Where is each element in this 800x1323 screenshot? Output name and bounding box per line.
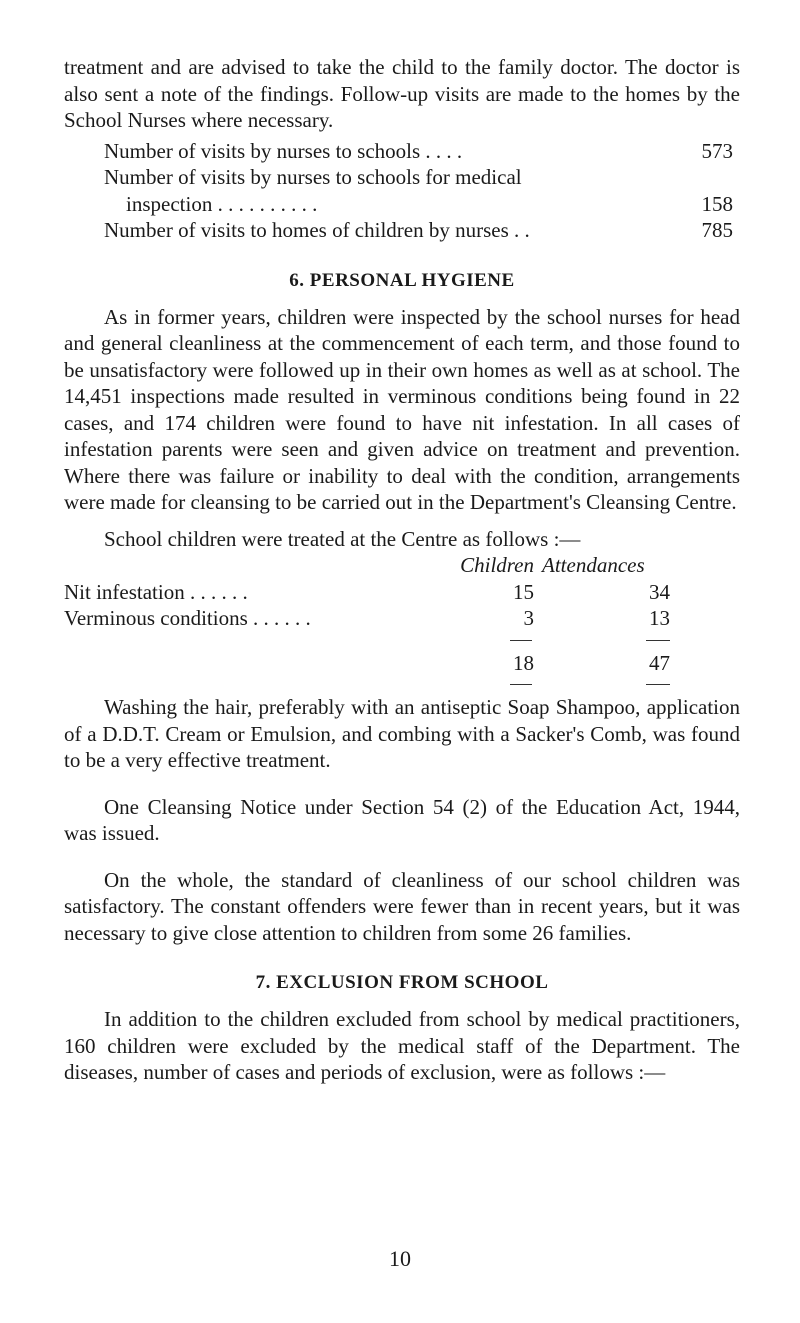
- section-heading-exclusion: 7. EXCLUSION FROM SCHOOL: [255, 972, 549, 993]
- visit-stat-row: [104, 164, 733, 191]
- column-header-attendances: Attendances: [542, 553, 645, 577]
- cleanliness-standard-paragraph: On the whole, the standard of cleanliness of our school children was satisfactory. The constant offenders were fewer than in recent years, but it was necessary to give close attention to children from some 26 families.: [64, 867, 740, 945]
- rule-line: [646, 640, 670, 641]
- hygiene-paragraph: As in former years, children were inspected by the school nurses for head and general cleanliness at the commencement of each term, and those found to be unsatisfactory were followed up in their own homes as well as at school. The 14,451 inspections made resulted in verminous conditions being found in 22 cases, and 174 children were found to have nit infestation. In all cases of infestation parents were seen and given advice on treatment and prevention. Where there was failure or inability to deal with the condition, arrangements were made for cleansing to be carried out in the Department's Cleansing Centre.: [64, 304, 740, 514]
- table-row: [64, 579, 740, 606]
- table-total-row: [64, 650, 740, 677]
- column-header-children: Children: [460, 553, 534, 577]
- intro-paragraph: treatment and are advised to take the child to the family doctor. The doctor is also sent a note of the findings. Follow-up visits are made to the homes by the School Nurses where necessary.: [64, 55, 740, 132]
- treatment-table-header: [64, 552, 740, 579]
- document-page: [64, 54, 740, 1086]
- visit-stat-value: 573: [701, 138, 733, 163]
- treatment-table: [64, 552, 740, 694]
- row-children: 15: [513, 579, 534, 604]
- treatment-paragraph: Washing the hair, preferably with an antiseptic Soap Shampoo, application of a D.D.T. Cream or Emulsion, and combing with a Sacker's Comb, was found to be a very effective treatment.: [64, 695, 740, 772]
- visit-stat-row: [104, 191, 733, 218]
- total-rule-bottom: [64, 676, 740, 694]
- exclusion-paragraph: In addition to the children excluded from school by medical practitioners, 160 children were excluded by the medical staff of the Department. The diseases, number of cases and periods of exclusion, were as follows :—: [64, 1007, 740, 1084]
- treatment-table-intro: School children were treated at the Centre as follows :—: [104, 526, 581, 551]
- total-rule-top: [64, 632, 740, 650]
- row-label: Verminous conditions . . . . . .: [64, 606, 311, 630]
- page-number: 10: [389, 1246, 411, 1271]
- rule-line: [510, 684, 532, 685]
- rule-line: [646, 684, 670, 685]
- rule-line: [510, 640, 532, 641]
- visit-stat-row: [104, 138, 733, 165]
- visit-stat-row: [104, 217, 733, 244]
- visit-stat-label: inspection . . . . . . . . . .: [126, 191, 318, 216]
- visit-stat-label: Number of visits by nurses to schools for medical: [104, 165, 522, 189]
- row-label: Nit infestation . . . . . .: [64, 579, 248, 604]
- visit-stats-list: [104, 138, 733, 244]
- row-attendances: 13: [649, 606, 670, 630]
- cleansing-notice-paragraph: One Cleansing Notice under Section 54 (2) of the Education Act, 1944, was issued.: [64, 794, 740, 845]
- row-children: 3: [523, 606, 534, 630]
- row-attendances: 34: [649, 579, 670, 604]
- total-attendances: 47: [649, 650, 670, 675]
- visit-stat-label: Number of visits to homes of children by nurses . .: [104, 218, 530, 242]
- section-heading-personal-hygiene: 6. PERSONAL HYGIENE: [289, 269, 515, 291]
- visit-stat-value: [693, 164, 733, 191]
- table-row: [64, 605, 740, 632]
- visit-stat-value: 785: [701, 218, 733, 242]
- visit-stat-label: Number of visits by nurses to schools . . . .: [104, 138, 463, 163]
- visit-stat-value: 158: [701, 191, 733, 216]
- total-children: 18: [513, 650, 534, 675]
